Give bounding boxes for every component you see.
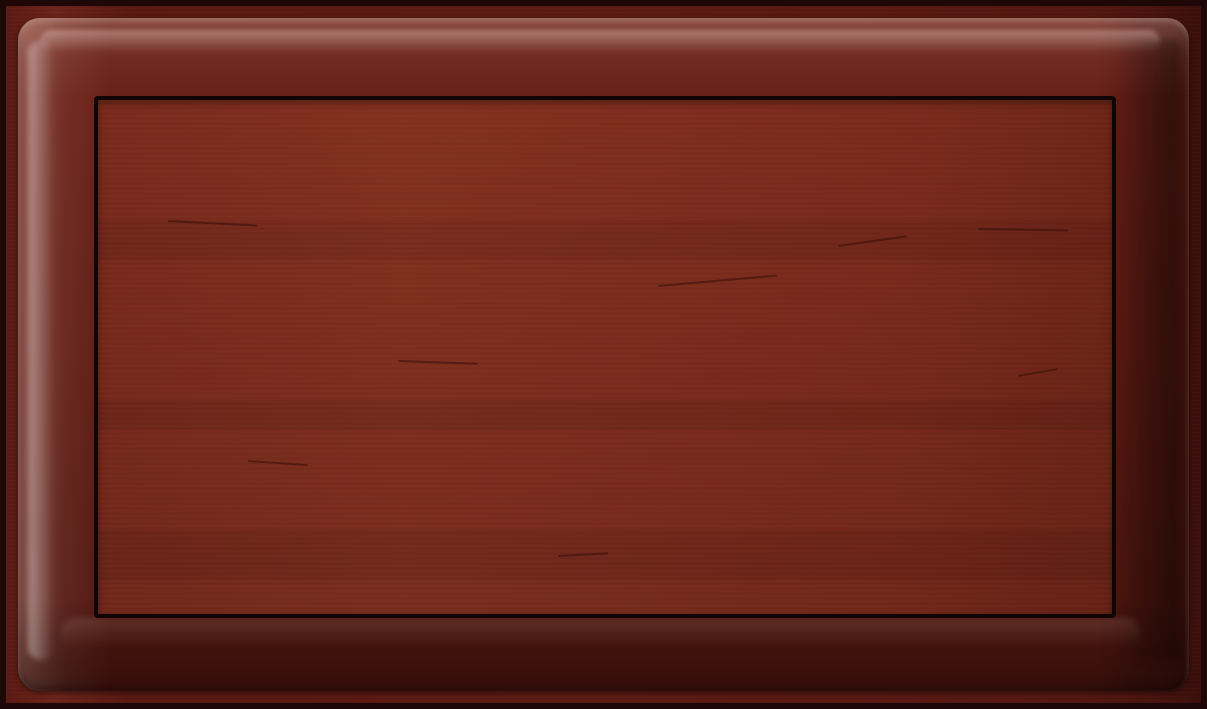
wood-grain-band: [98, 530, 1112, 580]
wood-grain-streak: [398, 360, 478, 365]
wood-grain-streak: [1018, 368, 1058, 377]
top-gloss-highlight: [40, 30, 1160, 52]
bottom-gloss-highlight: [60, 618, 1140, 648]
wood-grain-streak: [248, 460, 308, 466]
wood-grain-band: [98, 400, 1112, 430]
recessed-center-panel: [94, 96, 1116, 618]
left-gloss-highlight: [28, 40, 54, 660]
right-edge-shadow: [1120, 40, 1180, 660]
wood-grain-streak: [658, 275, 778, 287]
